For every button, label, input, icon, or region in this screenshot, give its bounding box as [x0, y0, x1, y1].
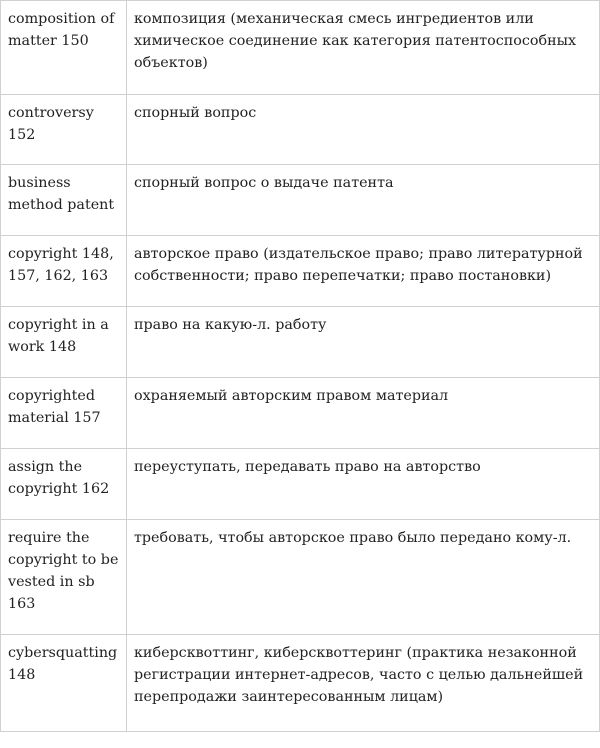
table-row	[1, 520, 600, 635]
table-row	[1, 307, 600, 378]
term-cell	[1, 236, 127, 307]
term-text: controversy 152	[8, 105, 94, 143]
term-cell	[1, 165, 127, 236]
term-cell	[1, 520, 127, 635]
definition-text: спорный вопрос	[134, 105, 257, 121]
table-row	[1, 1, 600, 95]
definition-cell	[127, 635, 600, 732]
term-cell	[1, 635, 127, 732]
definition-cell	[127, 236, 600, 307]
table-row	[1, 635, 600, 732]
definition-text: авторское право (издательское право; право литературной собственности; право перепечатки; право постановки)	[134, 246, 583, 284]
definition-cell	[127, 1, 600, 95]
definition-text: переуступать, передавать право на авторство	[134, 459, 481, 475]
definition-text: киберсквоттинг, киберсквоттеринг (практика незаконной регистрации интернет-адресов, часто с целью дальнейшей перепродажи заинтересованным лицам)	[134, 645, 584, 705]
definition-cell	[127, 378, 600, 449]
term-text: business method patent	[8, 175, 115, 213]
term-text: require the copyright to be vested in sb 163	[8, 530, 119, 612]
table-row	[1, 378, 600, 449]
definition-text: композиция (механическая смесь ингредиентов или химическое соединение как категория патентоспособных объектов)	[134, 11, 577, 71]
term-text: cybersquatting 148	[8, 645, 118, 683]
definition-text: требовать, чтобы авторское право было передано кому-л.	[134, 530, 572, 546]
term-text: assign the copyright 162	[8, 459, 110, 497]
definition-text: спорный вопрос о выдаче патента	[134, 175, 394, 191]
definition-cell	[127, 449, 600, 520]
term-text: copyright 148, 157, 162, 163	[8, 246, 114, 284]
term-cell	[1, 1, 127, 95]
term-cell	[1, 307, 127, 378]
term-cell	[1, 378, 127, 449]
term-text: composition of matter 150	[8, 11, 115, 49]
definition-cell	[127, 520, 600, 635]
term-text: copyrighted material 157	[8, 388, 101, 426]
definition-cell	[127, 307, 600, 378]
term-cell	[1, 95, 127, 165]
term-text: copyright in a work 148	[8, 317, 109, 355]
term-cell	[1, 449, 127, 520]
table-row	[1, 95, 600, 165]
definition-cell	[127, 95, 600, 165]
table-row	[1, 449, 600, 520]
table-row	[1, 165, 600, 236]
definition-text: охраняемый авторским правом материал	[134, 388, 449, 404]
table-row	[1, 236, 600, 307]
definition-text: право на какую-л. работу	[134, 317, 327, 333]
definition-cell	[127, 165, 600, 236]
